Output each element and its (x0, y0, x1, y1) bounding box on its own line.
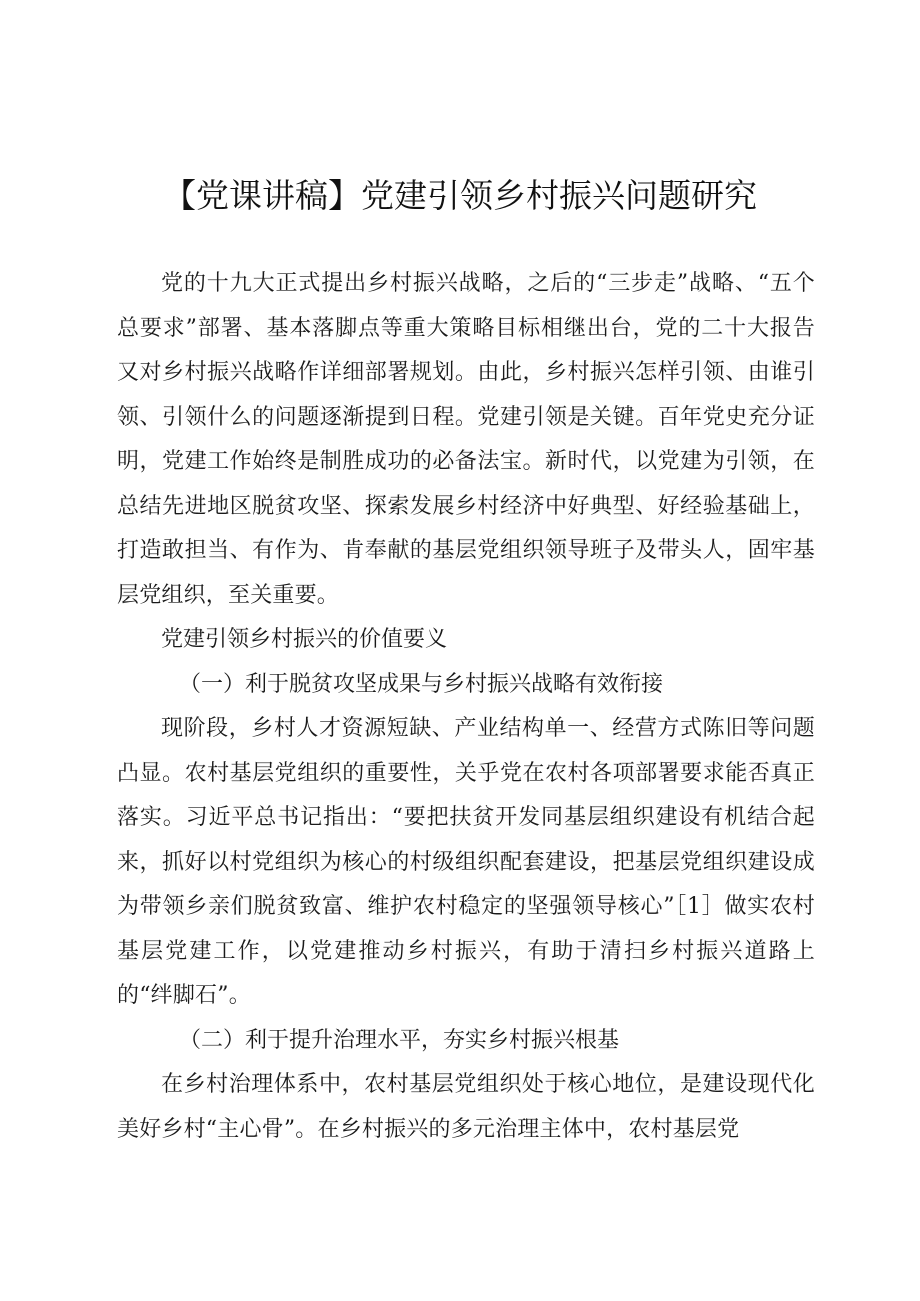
subsection-heading-1: （一）利于脱贫攻坚成果与乡村振兴战略有效衔接 (179, 671, 664, 697)
section-heading: 党建引领乡村振兴的价值要义 (161, 627, 448, 652)
document-title: 【党课讲稿】党建引领乡村振兴问题研究 (163, 176, 757, 215)
document-body (117, 262, 815, 1152)
subsection-2-paragraph: 在乡村治理体系中，农村基层党组织处于核心地位，是建设现代化美好乡村“主心骨”。在乡村振兴的多元治理主体中，农村基层党 (117, 1072, 815, 1142)
subsection-heading-2: （二）利于提升治理水平，夯实乡村振兴根基 (179, 1027, 620, 1053)
intro-paragraph: 党的十九大正式提出乡村振兴战略，之后的“三步走”战略、“五个总要求”部署、基本落脚点等重大策略目标相继出台，党的二十大报告又对乡村振兴战略作详细部署规划。由此，乡村振兴怎样引领、由谁引领、引领什么的问题逐渐提到日程。党建引领是关键。百年党史充分证明，党建工作始终是制胜成功的必备法宝。新时代，以党建为引领，在总结先进地区脱贫攻坚、探索发展乡村经济中好典型、好经验基础上，打造敢担当、有作为、肯奉献的基层党组织领导班子及带头人，固牢基层党组织，至关重要。 (117, 271, 815, 608)
subsection-1-paragraph: 现阶段，乡村人才资源短缺、产业结构单一、经营方式陈旧等问题凸显。农村基层党组织的重要性，关乎党在农村各项部署要求能否真正落实。习近平总书记指出：“要把扶贫开发同基层组织建设有机结合起来，抓好以村党组织为核心的村级组织配套建设，把基层党组织建设成为带领乡亲们脱贫致富、维护农村稳定的坚强领导核心”［1］做实农村基层党建工作，以党建推动乡村振兴，有助于清扫乡村振兴道路上的“绊脚石”。 (117, 716, 815, 1008)
